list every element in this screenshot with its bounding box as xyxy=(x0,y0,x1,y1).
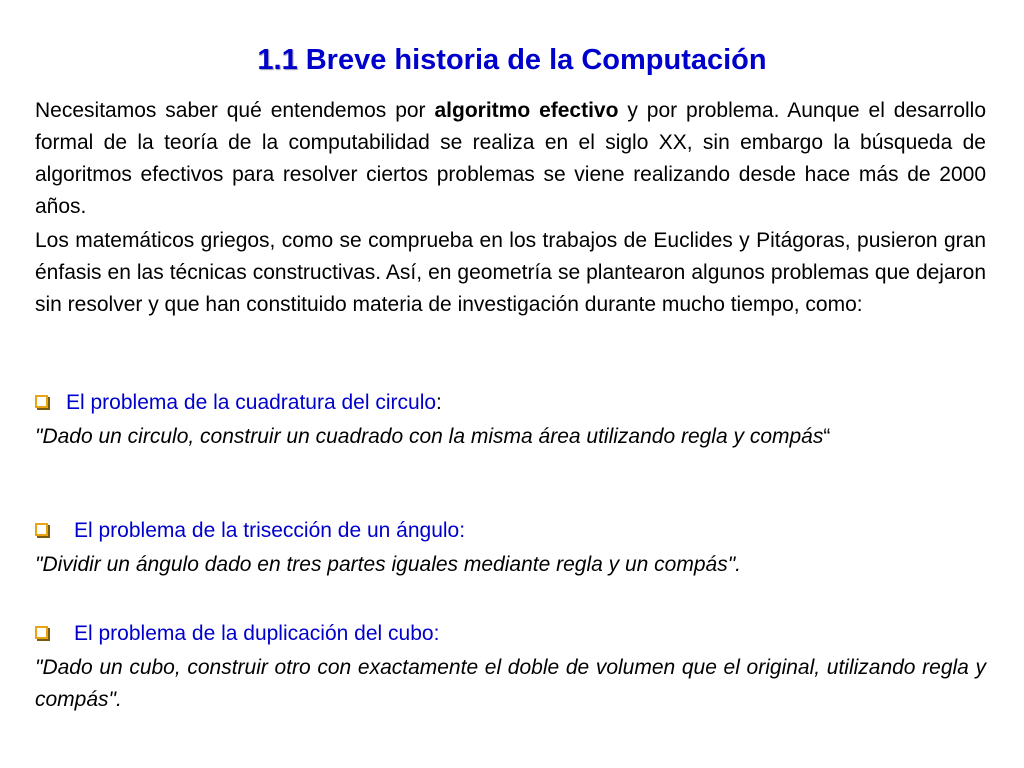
problem-quote-angle-trisection: "Dividir un ángulo dado en tres partes iguales mediante regla y un compás". xyxy=(35,553,741,576)
problem-quote-suffix: “ xyxy=(823,425,831,448)
problem-quote-cube-duplication: "Dado un cubo, construir otro con exactamente el doble de volumen que el original, utilizando regla y compás". xyxy=(35,656,986,711)
problem-heading-suffix: : xyxy=(436,391,442,414)
intro-text-before: Necesitamos saber qué entendemos por xyxy=(35,99,435,122)
problem-heading-text: El problema de la duplicación del cubo: xyxy=(74,622,440,645)
problem-heading-angle-trisection xyxy=(35,515,986,547)
problem-heading-text: El problema de la cuadratura del circulo xyxy=(66,391,437,414)
problem-heading-cube-duplication xyxy=(35,618,986,650)
checkbox-bullet-icon xyxy=(35,523,48,536)
title-text: Breve historia de la Computación xyxy=(305,44,767,76)
intro-bold-term: algoritmo efectivo xyxy=(434,99,619,122)
problem-quote-text: "Dado un circulo, construir un cuadrado con la misma área utilizando regla y compás xyxy=(35,425,824,448)
problem-heading-squaring-circle xyxy=(35,387,986,419)
checkbox-bullet-icon xyxy=(35,626,48,639)
problem-heading-text: El problema de la trisección de un ángulo: xyxy=(74,519,466,542)
title-number: 1.1 xyxy=(257,44,298,76)
intro-paragraph xyxy=(35,95,986,223)
problem-quote-squaring-circle xyxy=(35,421,986,453)
slide-title xyxy=(0,40,1024,80)
checkbox-bullet-icon xyxy=(35,395,48,408)
intro-text-after: y por problema. Aunque el desarrollo formal de la teoría de la computabilidad se realiza en el siglo XX, sin embargo la búsqueda de algoritmos efectivos para resolver ciertos problemas se viene realizando desde hace más de 2000 años. xyxy=(35,99,987,218)
greek-paragraph: Los matemáticos griegos, como se comprueba en los trabajos de Euclides y Pitágoras, pusieron gran énfasis en las técnicas constructivas. Así, en geometría se plantearon algunos problemas que dejaron sin resolver y que han constituido materia de investigación durante mucho tiempo, como: xyxy=(35,229,986,316)
